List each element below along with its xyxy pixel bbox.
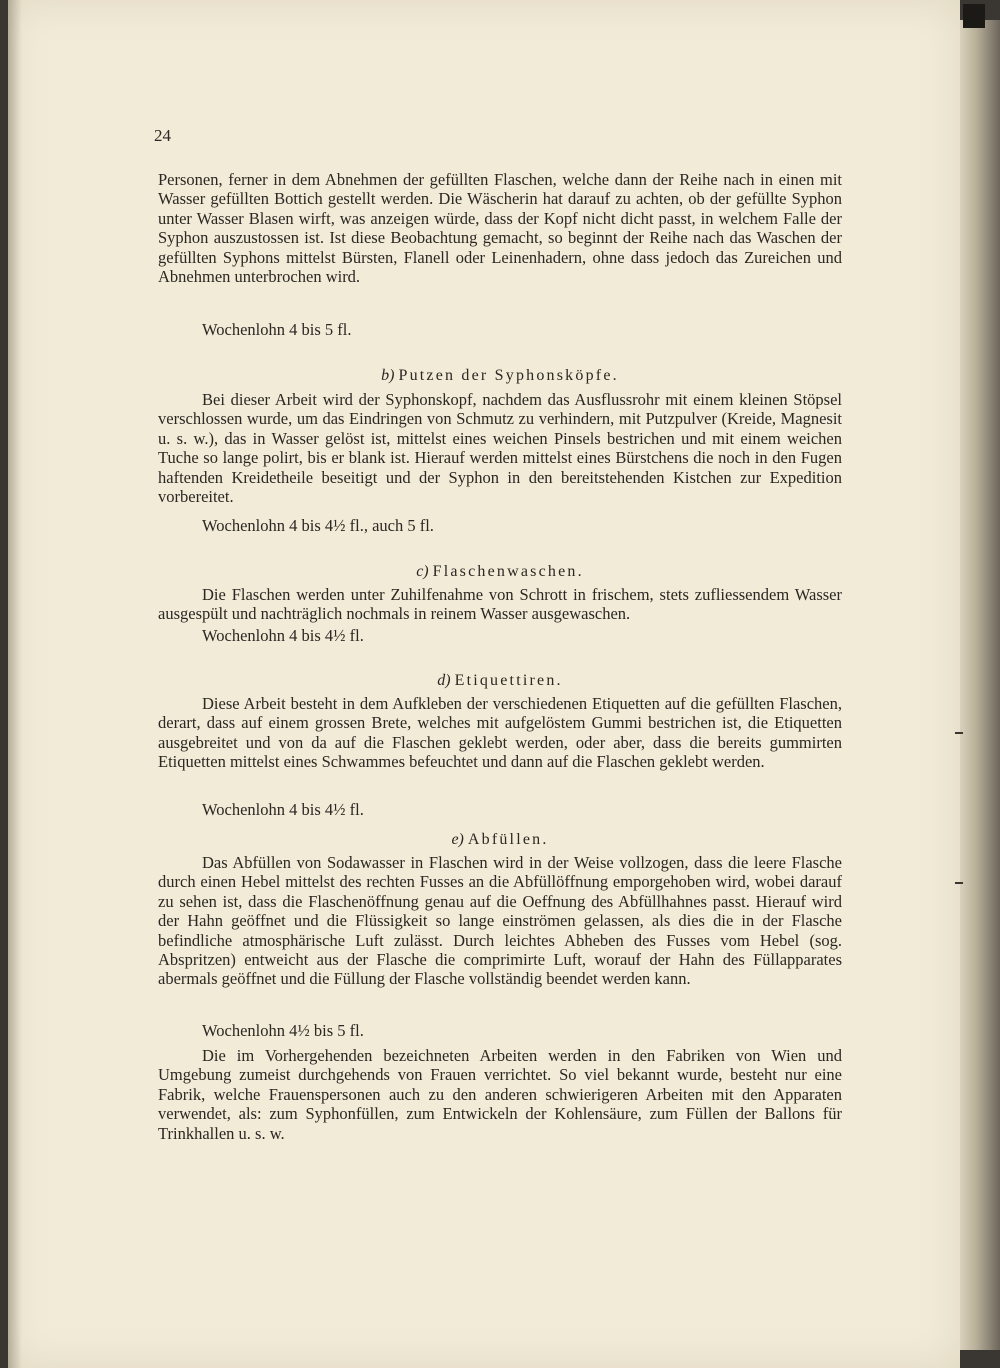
edge-tick <box>955 732 963 734</box>
section-label: d) <box>437 672 451 689</box>
section-title: Etiquettiren. <box>454 672 563 689</box>
paragraph-putzen: Bei dieser Arbeit wird der Syphonskopf, nachdem das Ausflussrohr mit einem kleinen Stöpsel verschlossen wurde, um das Eindringen von Schmutz zu verhindern, mit Putzpulver (Kreide, Magnesit u. s. w.), das in Wasser gelöst ist, mittelst eines weichen Pinsels bestrichen und mit einem weichen Tuche so lange polirt, bis er blank ist. Hierauf werden mittelst eines Bürstchens die noch in den Fugen haftenden Kreidetheile beseitigt und der Syphon in den bereitstehenden Kistchen zur Expedition vorbereitet. <box>158 390 842 507</box>
edge-tick <box>955 882 963 884</box>
wage-line: Wochenlohn 4½ bis 5 fl. <box>202 1021 364 1040</box>
paragraph-intro: Personen, ferner in dem Abnehmen der gefüllten Flaschen, welche dann der Reihe nach in einen mit Wasser gefüllten Bottich gestellt werden. Die Wäscherin hat darauf zu achten, ob der gefüllte Syphon unter Wasser Blasen wirft, was anzeigen würde, dass der Kopf nicht dicht passt, in welchem Falle der Syphon auszustossen ist. Ist diese Beobachtung gemacht, so beginnt der Reihe nach das Waschen der gefüllten Syphons mittelst Bürsten, Flanell oder Leinenhadern, ohne dass jedoch das Zureichen und Abnehmen unterbrochen wird. <box>158 170 842 287</box>
wage-line: Wochenlohn 4 bis 4½ fl. <box>202 626 364 645</box>
gutter-shadow <box>8 0 22 1368</box>
paragraph-closing: Die im Vorhergehenden bezeichneten Arbeiten werden in den Fabriken von Wien und Umgebung zumeist durchgehends von Frauen verrichtet. So viel bekannt wurde, besteht nur eine Fabrik, welche Frauenspersonen auch zu den anderen schwierigeren Arbeiten mit den Apparaten verwendet, als: zum Syphonfüllen, zum Entwickeln der Kohlensäure, zum Füllen der Ballons für Trinkhallen u. s. w. <box>158 1046 842 1143</box>
corner-marker <box>963 4 985 28</box>
section-heading-flaschenwaschen <box>158 562 842 581</box>
section-label: b) <box>381 367 395 384</box>
paragraph-etiquettiren: Diese Arbeit besteht in dem Aufkleben der verschiedenen Etiquetten auf die gefüllten Flaschen, derart, dass auf einem grossen Brete, welches mit aufgelöstem Gummi bestrichen ist, die Etiquetten ausgebreitet und von da auf die Flaschen geklebt werden, oder aber, dass die bereits gummirten Etiquetten mittelst eines Schwammes befeuchtet und dann auf die Flaschen geklebt werden. <box>158 694 842 772</box>
paragraph-abfuellen: Das Abfüllen von Sodawasser in Flaschen wird in der Weise vollzogen, dass die leere Flasche durch einen Hebel mittelst des rechten Fusses an die Abfüllöffnung emporgehoben wird, wobei darauf zu sehen ist, dass die Flaschenöffnung genau auf die Oeffnung des Abfüllhahnes passt. Hierauf wird der Hahn geöffnet und die Flüssigkeit so lange einströmen gelassen, als dies die in der Flasche befindliche atmosphärische Luft zulässt. Durch leichtes Abheben des Fusses vom Hebel (sog. Abspritzen) entweicht aus der Flasche die comprimirte Luft, worauf der Hahn des Füllapparates abermals geöffnet und die Füllung der Flasche vollständig beendet werden kann. <box>158 853 842 989</box>
section-label: c) <box>416 563 429 580</box>
section-title: Abfüllen. <box>467 831 549 848</box>
page-number: 24 <box>154 126 171 145</box>
page-edge <box>960 20 1000 1350</box>
section-heading-putzen <box>158 366 842 385</box>
section-title: Flaschenwaschen. <box>432 563 584 580</box>
wage-line: Wochenlohn 4 bis 4½ fl., auch 5 fl. <box>202 516 434 535</box>
section-title: Putzen der Syphonsköpfe. <box>398 367 619 384</box>
paragraph-flaschenwaschen: Die Flaschen werden unter Zuhilfenahme von Schrott in frischem, stets zufliessendem Wasser ausgespült und nachträglich nochmals in reinem Wasser ausgewaschen. <box>158 585 842 624</box>
wage-line: Wochenlohn 4 bis 4½ fl. <box>202 800 364 819</box>
section-heading-etiquettiren <box>158 671 842 690</box>
section-label: e) <box>451 831 464 848</box>
wage-line: Wochenlohn 4 bis 5 fl. <box>202 320 352 339</box>
section-heading-abfuellen <box>158 830 842 849</box>
